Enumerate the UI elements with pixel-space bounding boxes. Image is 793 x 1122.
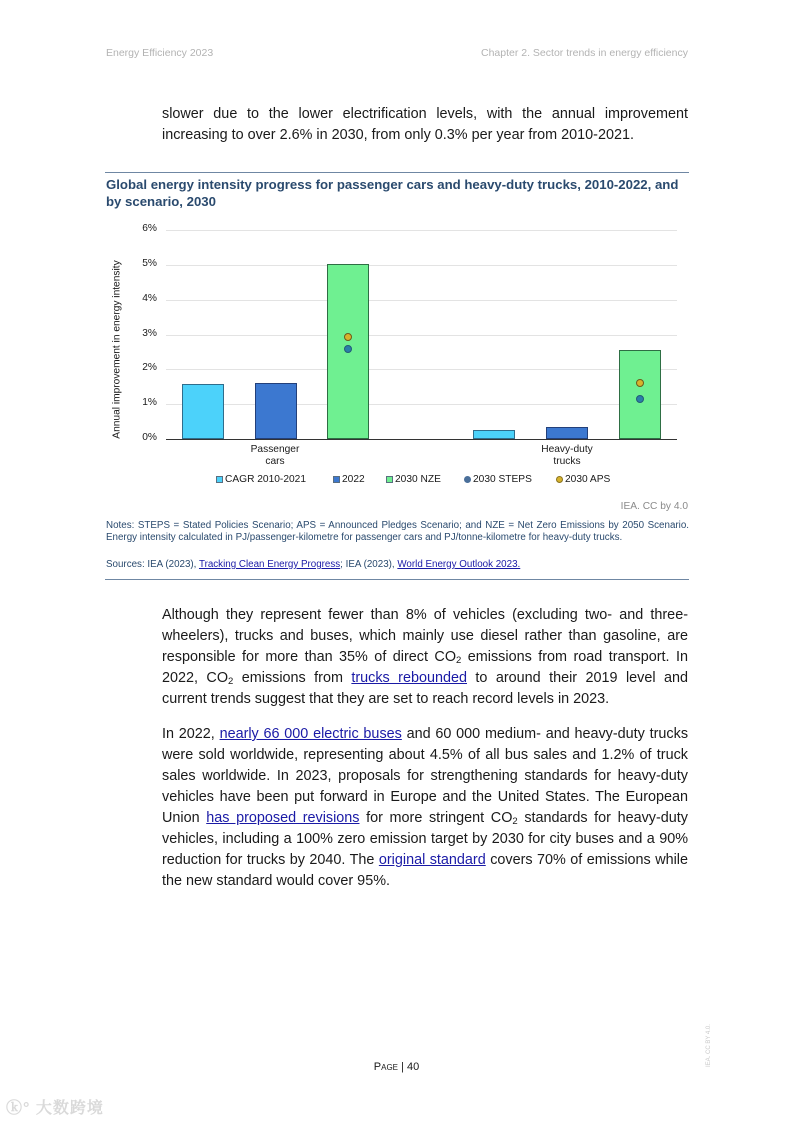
chapter-title: Chapter 2. Sector trends in energy efficiency [480, 47, 688, 59]
bar-chart [105, 220, 689, 500]
figure-notes: Notes: STEPS = Stated Policies Scenario; APS = Announced Pledges Scenario; and NZE = Net Zero Emissions by 2050 Scenario. Energy intensity calculated in PJ/passenger-kilometre for passenger cars and PJ/tonne-kilometre for heavy-duty trucks. [106, 520, 689, 544]
legend-dot-icon [556, 476, 563, 483]
page-footer [0, 1061, 793, 1073]
gridline [166, 230, 677, 231]
marker-passenger-aps [344, 333, 352, 341]
running-header [106, 47, 688, 61]
figure-title: Global energy intensity progress for passenger cars and heavy-duty trucks, 2010-2022, and by scenario, 2030 [106, 177, 679, 209]
figure-credit: IEA. CC by 4.0 [620, 501, 688, 512]
x-axis-baseline [166, 439, 677, 440]
legend-item-2022: 2022 [333, 474, 365, 485]
y-tick: 1% [142, 397, 157, 408]
y-tick: 3% [142, 328, 157, 339]
gridline [166, 404, 677, 405]
intro-paragraph: slower due to the lower electrification levels, with the annual improvement increasing to over 2.6% in 2030, from only 0.3% per year from 2010-2021. [162, 106, 688, 143]
figure [105, 172, 689, 580]
legend-item-steps: 2030 STEPS [464, 474, 532, 485]
marker-trucks-aps [636, 379, 644, 387]
category-label-passenger-cars: Passenger cars [250, 444, 300, 467]
legend-swatch-icon [333, 476, 340, 483]
report-title: Energy Efficiency 2023 [106, 47, 214, 59]
link-electric-buses[interactable]: nearly 66 000 electric buses [219, 726, 402, 742]
legend-swatch-icon [386, 476, 393, 483]
link-tracking-clean-energy-progress[interactable]: Tracking Clean Energy Progress [198, 559, 341, 570]
figure-top-rule [105, 172, 689, 173]
paragraph-trucks-emissions: Although they represent fewer than 8% of vehicles (excluding two- and three-wheelers), trucks and buses, which mainly use diesel rather than gasoline, are responsible for more than 35% of direct $CO_2$ emissions from road transport. In 2022, $CO_2$ emissions from trucks rebounded to around their 2019 level and current trends suggest that they are set to reach record levels in 2023. [162, 607, 689, 707]
side-license: IEA. CC BY 4.0. [706, 1024, 712, 1067]
legend-dot-icon [464, 476, 471, 483]
legend-item-aps: 2030 APS [556, 474, 610, 485]
bar-passenger-cagr [182, 384, 224, 439]
page-separator: | [398, 1061, 407, 1073]
link-original-standard[interactable]: original standard [378, 852, 486, 868]
y-tick: 6% [142, 223, 157, 234]
bar-passenger-2022 [255, 383, 297, 439]
category-label-heavy-duty-trucks: Heavy-duty trucks [541, 444, 593, 467]
marker-trucks-steps [636, 395, 644, 403]
y-tick: 4% [142, 293, 157, 304]
page-number: 40 [406, 1061, 420, 1073]
bar-trucks-2022 [546, 427, 588, 439]
gridline [166, 265, 677, 266]
y-tick: 2% [142, 362, 157, 373]
figure-bottom-rule [105, 579, 689, 580]
paragraph-electric-buses: In 2022, nearly 66 000 electric buses and 60 000 medium- and heavy-duty trucks were sold worldwide, representing about 4.5% of all bus sales and 1.2% of truck sales worldwide. In 2023, proposals for strengthening standards for heavy-duty vehicles have been put forward in Europe and the United States. The European Union has proposed revisions for more stringent $CO_2$ standards for heavy-duty vehicles, including a 100% zero emission target by 2030 for city buses and a 90% reduction for trucks by 2040. The original standard covers 70% of emissions while the new standard would cover 95%. [162, 726, 689, 889]
watermark-logo-icon: ⓚ° [6, 1100, 31, 1117]
legend-swatch-icon [216, 476, 223, 483]
figure-sources: Sources: IEA (2023), Tracking Clean Energy Progress; IEA (2023), World Energy Outlook 2023. [106, 559, 521, 570]
link-world-energy-outlook-2023[interactable]: World Energy Outlook 2023. [397, 559, 521, 570]
link-trucks-rebounded[interactable]: trucks rebounded [351, 670, 467, 686]
watermark: ⓚ° 大数跨境 [6, 1100, 104, 1117]
gridline [166, 300, 677, 301]
legend-item-nze: 2030 NZE [386, 474, 441, 485]
marker-passenger-steps [344, 345, 352, 353]
gridline [166, 369, 677, 370]
gridline [166, 335, 677, 336]
legend-item-cagr: CAGR 2010-2021 [216, 474, 306, 485]
bar-trucks-cagr [473, 430, 515, 439]
y-tick: 5% [142, 258, 157, 269]
y-axis-label: Annual improvement in energy intensity [111, 260, 123, 439]
link-proposed-revisions[interactable]: has proposed revisions [206, 810, 360, 826]
page-word: Page [373, 1061, 398, 1073]
y-tick: 0% [142, 432, 157, 443]
